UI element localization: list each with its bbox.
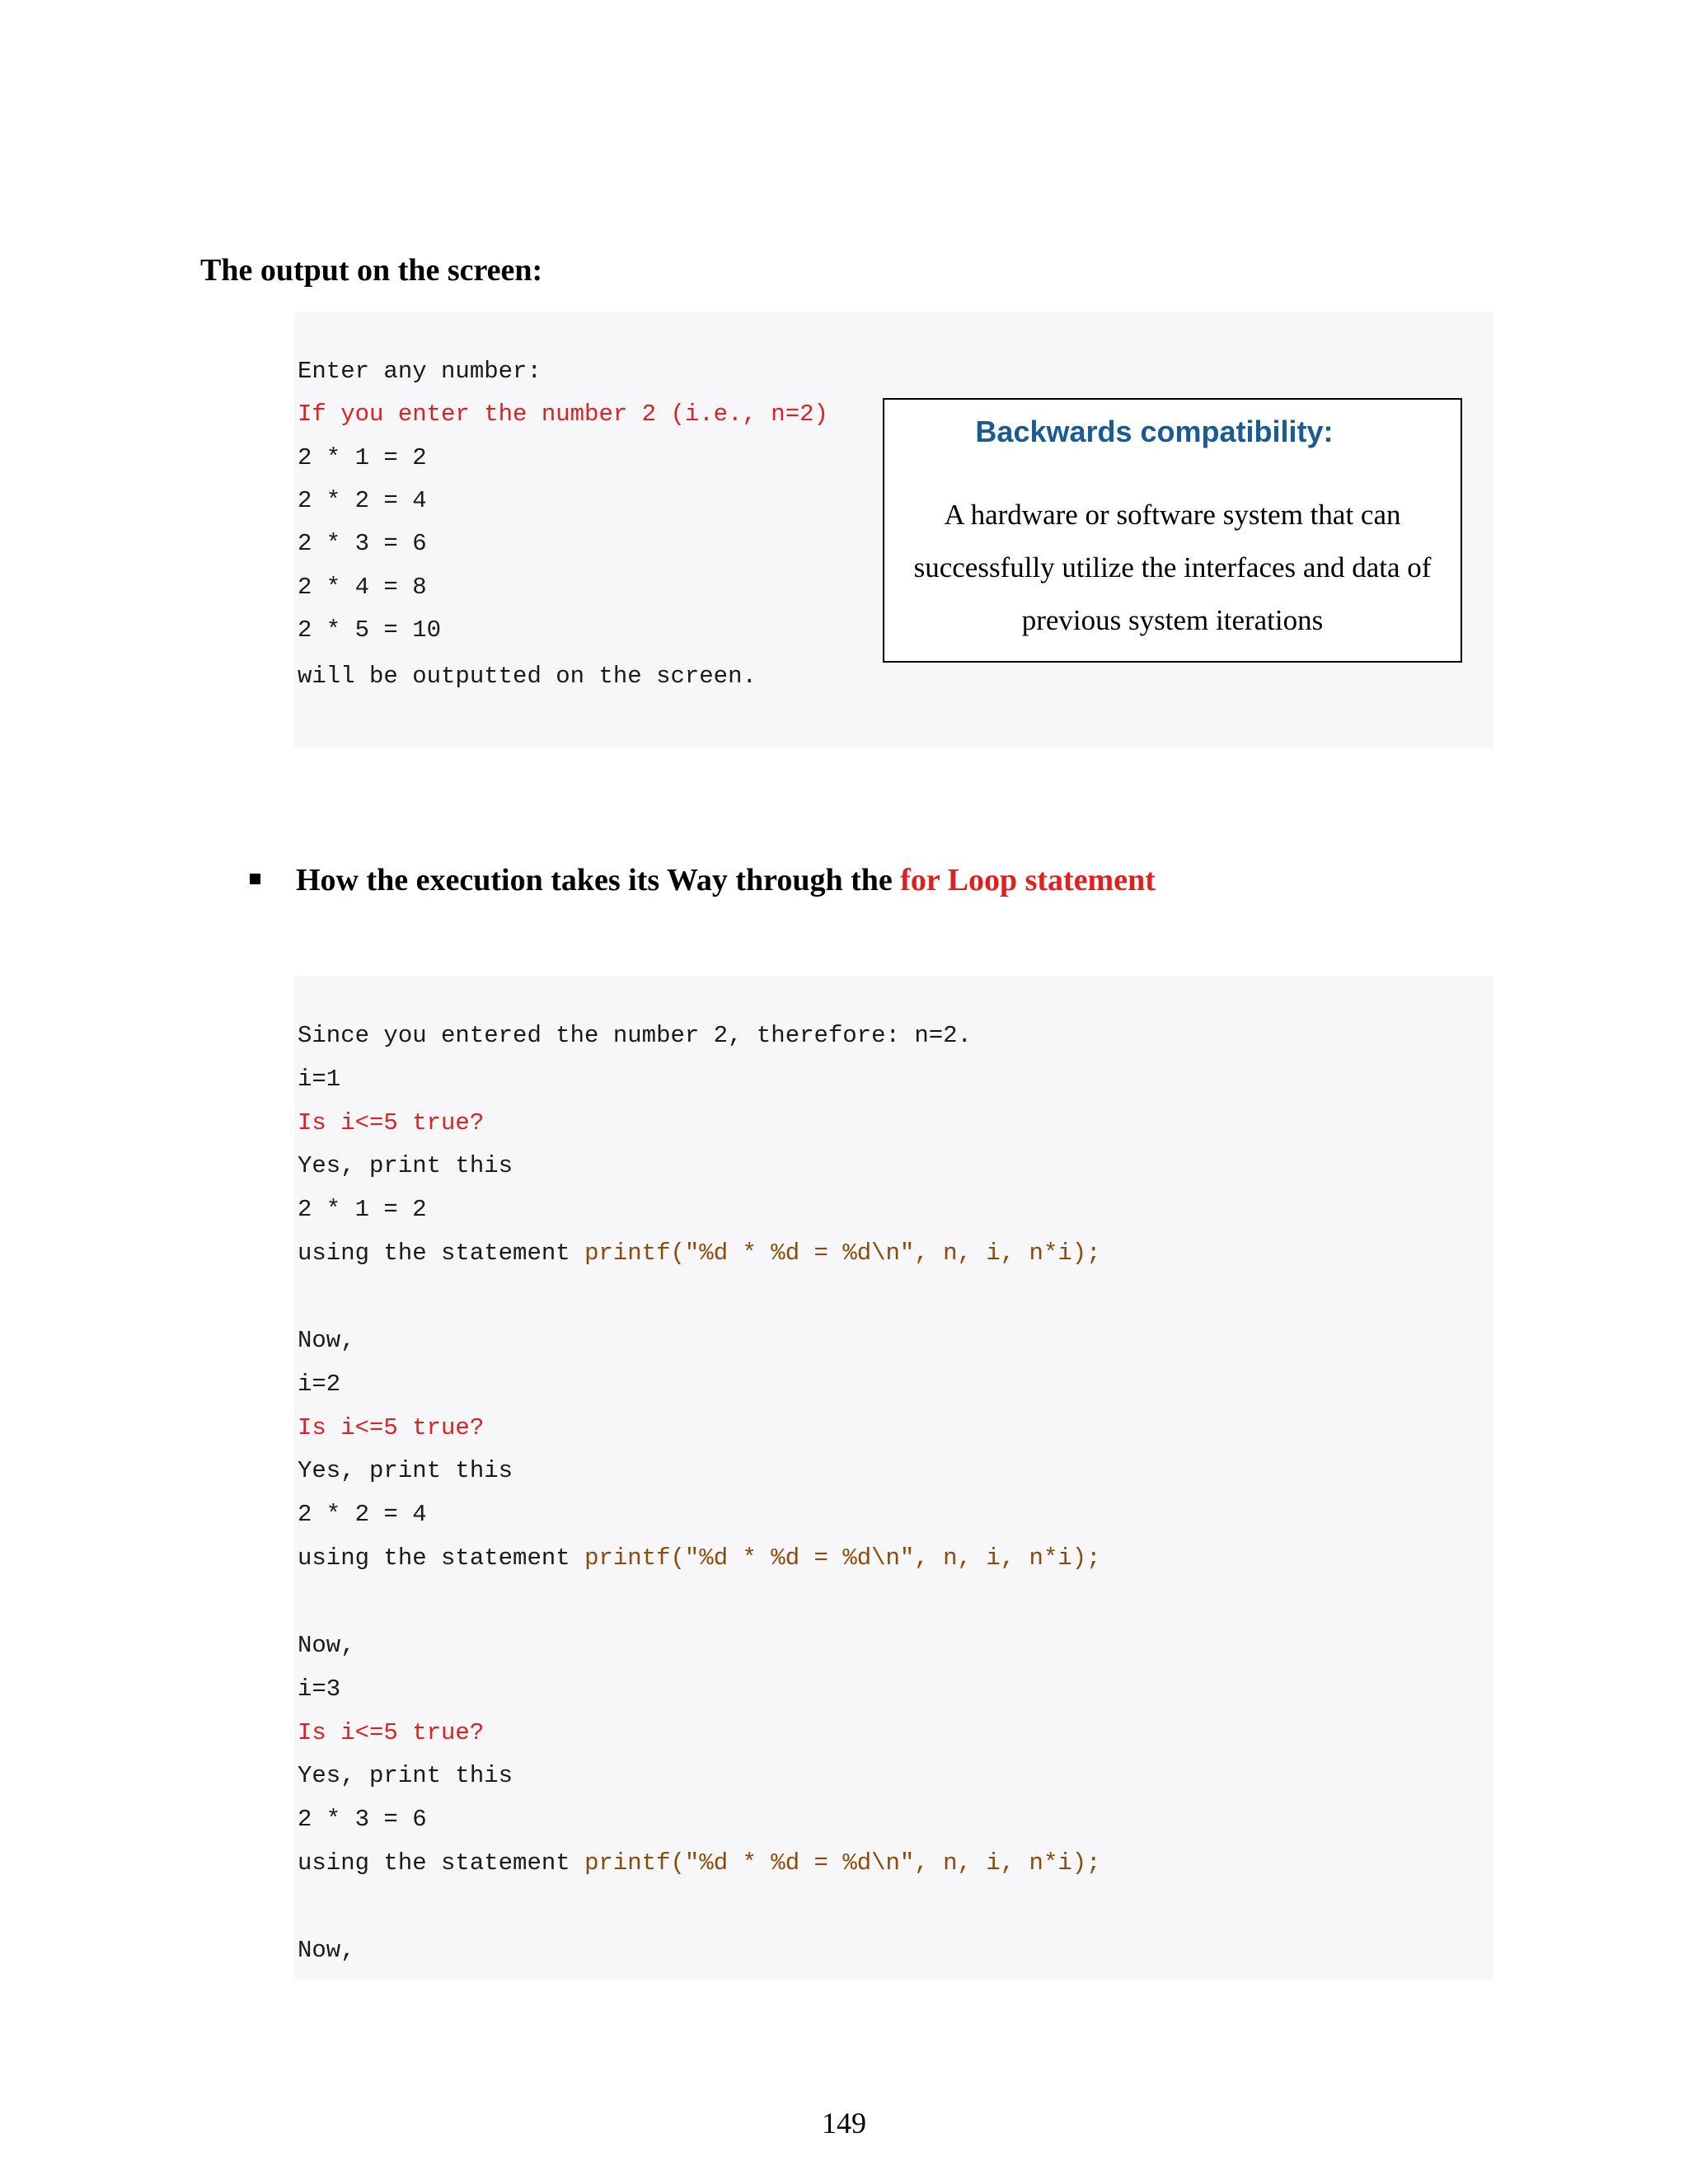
trace-code-block — [294, 976, 1493, 1980]
output-line: 2 * 4 = 8 — [298, 574, 427, 601]
trace-yes-line: Yes, print this — [298, 1152, 513, 1179]
trace-using-line: using the statement printf("%d * %d = %d\n", n, i, n*i); — [298, 1240, 1101, 1267]
trace-using-line: using the statement printf("%d * %d = %d\n", n, i, n*i); — [298, 1849, 1101, 1877]
trace-using-line: using the statement printf("%d * %d = %d\n", n, i, n*i); — [298, 1544, 1101, 1572]
trace-yes-line: Yes, print this — [298, 1762, 513, 1789]
trace-i-line: i=1 — [298, 1066, 341, 1093]
bullet-highlight: for Loop statement — [900, 863, 1156, 898]
printf-statement: printf("%d * %d = %d\n", n, i, n*i); — [584, 1240, 1101, 1267]
trace-now-line: Now, — [298, 1327, 355, 1354]
output-line: 2 * 1 = 2 — [298, 444, 427, 471]
output-line: 2 * 2 = 4 — [298, 487, 427, 514]
trace-result-line: 2 * 2 = 4 — [298, 1501, 427, 1528]
trace-result-line: 2 * 1 = 2 — [298, 1196, 427, 1223]
definition-text: A hardware or software system that can successfully utilize the interfaces and data of previous system iterations — [913, 499, 1432, 636]
trace-result-line: 2 * 3 = 6 — [298, 1806, 427, 1833]
input-note-line: If you enter the number 2 (i.e., n=2) — [298, 401, 828, 428]
closing-line: will be outputted on the screen. — [298, 663, 757, 690]
trace-question-line: Is i<=5 true? — [298, 1414, 485, 1441]
output-line: 2 * 5 = 10 — [298, 616, 442, 644]
printf-statement: printf("%d * %d = %d\n", n, i, n*i); — [584, 1544, 1101, 1572]
trace-intro-line: Since you entered the number 2, therefore: n=2. — [298, 1022, 972, 1049]
definition-title: Backwards compatibility: — [975, 415, 1334, 448]
definition-box — [883, 398, 1462, 663]
output-line: 2 * 3 = 6 — [298, 530, 427, 557]
bullet-heading — [250, 862, 1156, 900]
page-number: 149 — [822, 2107, 866, 2139]
square-bullet-icon — [250, 874, 260, 884]
trace-question-line: Is i<=5 true? — [298, 1719, 485, 1746]
trace-now-line: Now, — [298, 1937, 355, 1964]
section-heading: The output on the screen: — [200, 253, 543, 288]
prompt-line: Enter any number: — [298, 358, 542, 385]
bullet-text: How the execution takes its Way through the for Loop statement — [296, 863, 1156, 898]
trace-i-line: i=2 — [298, 1371, 341, 1398]
printf-statement: printf("%d * %d = %d\n", n, i, n*i); — [584, 1849, 1101, 1877]
trace-i-line: i=3 — [298, 1675, 341, 1703]
trace-question-line: Is i<=5 true? — [298, 1109, 485, 1137]
trace-now-line: Now, — [298, 1632, 355, 1659]
trace-yes-line: Yes, print this — [298, 1457, 513, 1484]
